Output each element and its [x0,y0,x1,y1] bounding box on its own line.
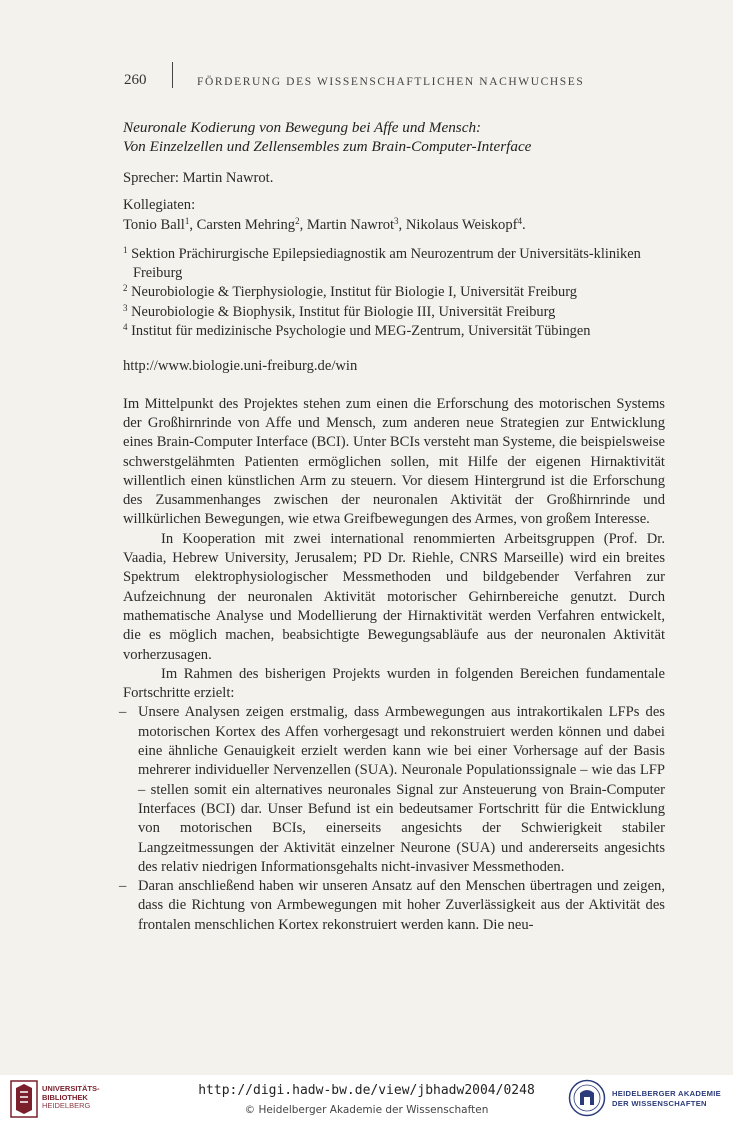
page-content [119,118,665,935]
project-url[interactable]: http://www.biologie.uni-freiburg.de/win [123,358,358,375]
affiliation-text: Institut für medizinische Psychologie und MEG-Zentrum, Universität Tübingen [131,323,591,340]
affiliation-item [123,283,665,302]
list-dash: – [119,704,127,721]
affiliation-text: Neurobiologie & Biophysik, Institut für Biologie III, Universität Freiburg [131,303,556,320]
affiliation-item [123,303,665,322]
affiliation-text: Neurobiologie & Tierphysiologie, Institut für Biologie I, Universität Freiburg [131,284,577,301]
name-separator: , [299,216,307,233]
library-line-3: HEIDELBERG [42,1101,91,1110]
name-separator: , [189,216,197,233]
library-line-1: UNIVERSITÄTS- [42,1084,100,1093]
results-list [119,703,665,935]
header-divider [172,62,173,88]
body-paragraph-3: Im Rahmen des bisherigen Projekts wurden in folgenden Bereichen fundamentale Fortschritte erzielt: [123,665,665,702]
name-separator: . [522,216,526,233]
kollegiat-name: Carsten Mehring [196,216,296,233]
page-header [124,70,684,96]
list-item-text: Daran anschließend haben wir unseren Ansatz auf den Menschen übertragen und zeigen, dass die Richtung von Armbewegungen mit hoher Zuverlässigkeit aus der Aktivität des frontalen menschlichen Kortex rekonstruiert werden kann. Die neu- [138,878,665,933]
running-title: FÖRDERUNG DES WISSENSCHAFTLICHEN NACHWUCHSES [197,76,585,88]
kollegiat-name: Nikolaus Weiskopf [405,216,518,233]
affiliation-number: 4 [123,322,128,333]
affiliation-number: 3 [123,302,128,313]
kollegiaten-label: Kollegiaten: [123,197,196,214]
affiliation-number: 1 [123,244,128,255]
kollegiat-name: Tonio Ball [123,216,185,233]
affiliation-ref: 3 [394,215,399,226]
body-paragraph-2: In Kooperation mit zwei international renommierten Arbeitsgruppen (Prof. Dr. Vaadia, Hebrew University, Jerusalem; PD Dr. Riehle, CNRS Marseille) wird ein breites Spektrum elektrophysiologischer Messmethoden und bildgebender Verfahren zur Aufzeichnung der neuronalen Aktivität motorischer Gehirnbereiche genutzt. Durch mathematische Analyse und Modellierung der Hirnaktivität werden Verfahren entwickelt, die es möglich machen, beabsichtigte Bewegungsabläufe aus der neuronalen Aktivität vorherzusagen. [123,530,665,663]
affiliation-ref: 4 [517,215,522,226]
copyright-notice: © Heidelberger Akademie der Wissenschaften [244,1104,489,1116]
list-item [119,877,665,935]
academy-name[interactable] [612,1089,721,1108]
kollegiaten-block [123,196,665,235]
permalink[interactable]: http://digi.hadw-bw.de/view/jbhadw2004/0248 [198,1083,535,1098]
title-line-2: Von Einzelzellen und Zellensembles zum Brain-Computer-Interface [123,138,532,155]
page-number: 260 [124,72,147,88]
library-line-2: BIBLIOTHEK [42,1092,88,1102]
name-separator: , [398,216,406,233]
affiliation-ref: 2 [295,215,300,226]
affiliation-item [123,245,665,284]
academy-line-2: DER WISSENSCHAFTEN [612,1098,707,1108]
kollegiat-name: Martin Nawrot [306,216,395,233]
affiliation-item [123,322,665,341]
kollegiaten-names [123,216,665,235]
body-paragraph-1: Im Mittelpunkt des Projektes stehen zum einen die Erforschung des motorischen Systems der Großhirnrinde von Affe und Mensch, zum anderen neue Strategien zur Entwicklung eines Brain-Computer Interface (BCI). Unter BCIs versteht man Systeme, die beispielsweise schwerstgelähmten Patienten ermöglichen sollen, mit Hilfe der eigenen Hirnaktivität willentlich einen künstlichen Arm zu steuern. Vor diesem Hintergrund ist die Erforschung des Zusammenhanges zwischen der neuronalen Aktivität der Großhirnrinde und willkürlichen Bewegungen, wie etwa Greifbewegungen des Armes, von großem Interesse. [123,395,665,528]
academy-seal-icon[interactable] [568,1079,606,1117]
affiliation-number: 2 [123,283,128,294]
affiliation-text: Sektion Prächirurgische Epilepsiediagnostik am Neurozentrum der Universitäts-kliniken Freiburg [131,245,641,282]
title-line-1: Neuronale Kodierung von Bewegung bei Affe und Mensch: [123,119,482,136]
section-title [123,118,665,156]
academy-line-1: HEIDELBERGER AKADEMIE [612,1089,721,1098]
viewer-footer [0,1075,733,1125]
list-dash: – [119,878,127,895]
affiliation-list [123,245,665,341]
speaker: Sprecher: Martin Nawrot. [123,170,274,186]
list-item-text: Unsere Analysen zeigen erstmalig, dass Armbewegungen aus intrakortikalen LFPs des motorischen Kortex des Affen vorhergesagt und rekonstruiert werden können und dabei eine ähnliche Genauigkeit erzielt werden kann wie bei einer Vorhersage auf der Basis mehrerer individueller Nervenzellen (SUA). Neuronale Populationssignale – wie das LFP – stellen somit ein alternatives neuronales Signal zur Ansteuerung von Brain-Computer Interfaces (BCI) dar. Unser Befund ist ein bedeutsamer Fortschritt für die Entwicklung von motorischen BCIs, einerseits angesichts der Schwierigkeit stabiler Langzeitmessungen der Aktivität einzelner Neurone (SUA) und andererseits angesichts des relativ niedrigen Informationsgehalts nicht-invasiver Messmethoden. [138,704,665,875]
list-item [119,703,665,877]
affiliation-ref: 1 [184,215,190,226]
